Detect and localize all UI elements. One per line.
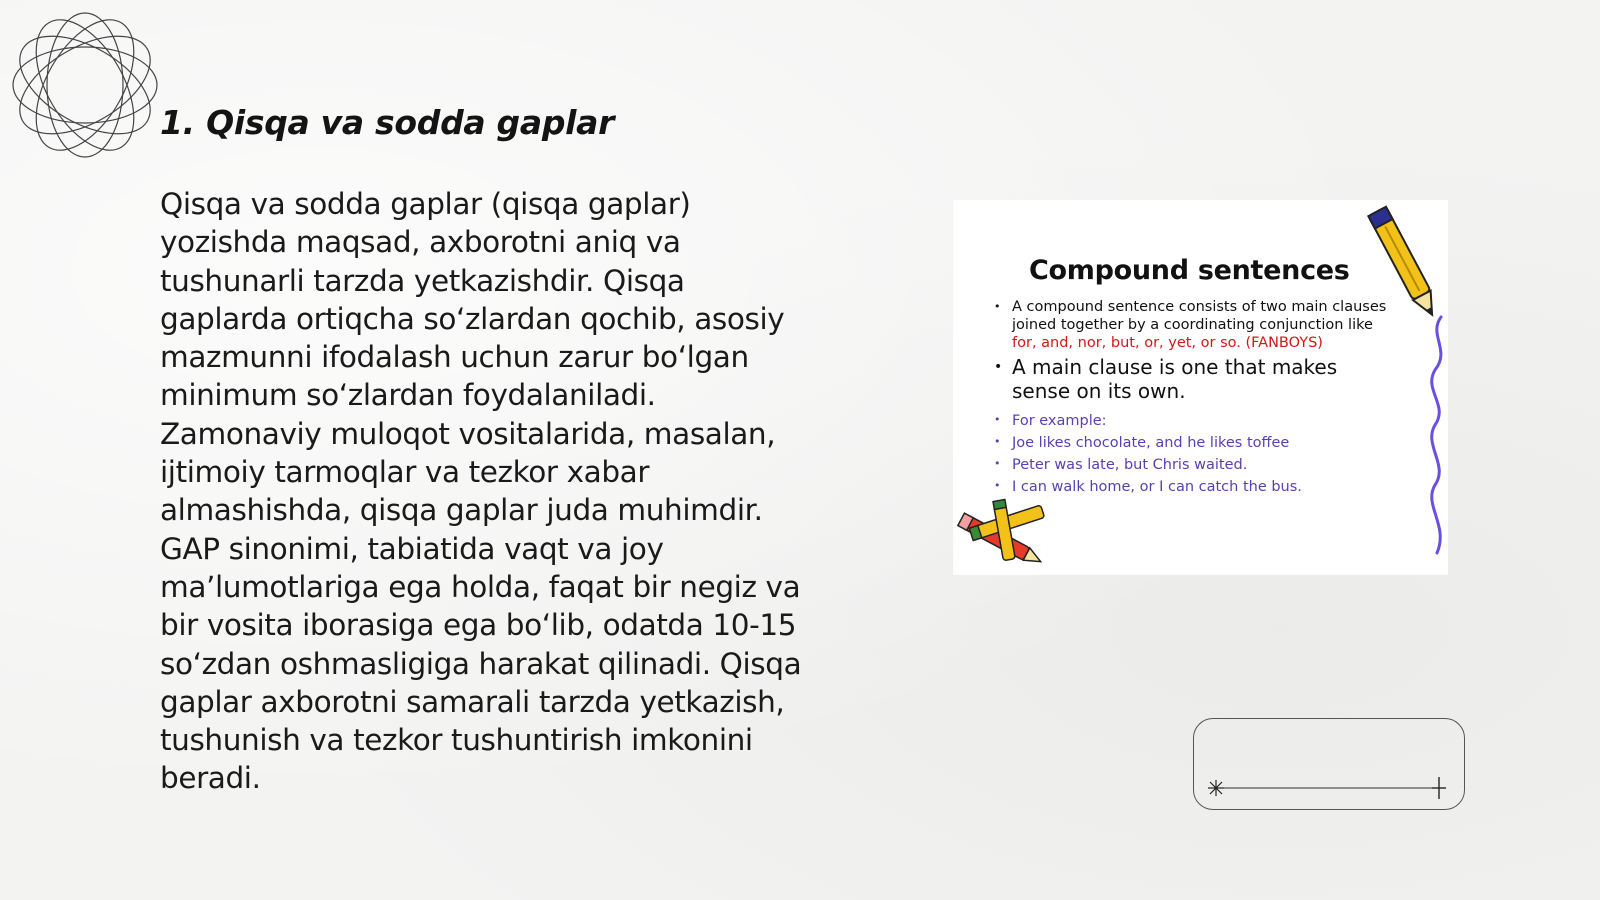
body-line: yozishda maqsad, axborotni aniq va xyxy=(160,225,681,260)
example-text: Peter was late, but Chris waited. xyxy=(1012,457,1248,473)
body-line: GAP sinonimi, tabiatida vaqt va joy xyxy=(160,531,664,566)
body-paragraph xyxy=(160,185,840,798)
example-text: I can walk home, or I can catch the bus. xyxy=(1012,479,1302,495)
card-example-item: • I can walk home, or I can catch the bus. xyxy=(994,479,1302,495)
decorative-frame xyxy=(1193,718,1465,810)
slide-title: 1. Qisqa va sodda gaplar xyxy=(160,103,615,142)
body-line: gaplarda ortiqcha so‘zlardan qochib, asosiy xyxy=(160,301,785,336)
body-line: tushunarli tarzda yetkazishdir. Qisqa xyxy=(160,263,685,298)
yellow-pen-icon xyxy=(1363,200,1443,325)
body-line: almashishda, qisqa gaplar juda muhimdir. xyxy=(160,493,763,528)
body-line: mazmunni ifodalash uchun zarur bo‘lgan xyxy=(160,340,749,375)
card-bullet-main-clause: • A main clause is one that makes sense on its own. xyxy=(994,355,1338,403)
compound-sentences-image xyxy=(953,200,1448,575)
body-line: Zamonaviy muloqot vositalarida, masalan, xyxy=(160,416,776,451)
body-line: beradi. xyxy=(160,761,261,796)
fanboys-line: for, and, nor, but, or, yet, or so. (FANBOYS) xyxy=(1012,335,1323,351)
example-label-text: For example: xyxy=(1012,413,1107,429)
crossed-pencils-icon xyxy=(950,495,1055,575)
body-line: bir vosita iborasiga ega bo‘lib, odatda 10-15 xyxy=(160,608,797,643)
card-example-label: • For example: xyxy=(994,413,1107,429)
main-clause-line: A main clause is one that makes xyxy=(1012,355,1338,379)
body-line: Qisqa va sodda gaplar (qisqa gaplar) xyxy=(160,187,691,221)
decorative-circles-icon xyxy=(10,10,160,160)
body-line: minimum so‘zlardan foydalaniladi. xyxy=(160,378,656,413)
sparkle-line-icon xyxy=(1194,719,1464,809)
body-line: ma’lumotlariga ega holda, faqat bir negiz va xyxy=(160,569,801,604)
example-text: Joe likes chocolate, and he likes toffee xyxy=(1012,435,1290,451)
card-title: Compound sentences xyxy=(1029,255,1350,286)
body-line: tushunish va tezkor tushuntirish imkonini xyxy=(160,723,753,758)
card-example-item: • Peter was late, but Chris waited. xyxy=(994,457,1248,473)
main-clause-line: sense on its own. xyxy=(1012,379,1186,403)
body-line: ijtimoiy tarmoqlar va tezkor xabar xyxy=(160,455,650,490)
body-line: gaplar axborotni samarali tarzda yetkazish, xyxy=(160,684,785,719)
squiggle-line-icon xyxy=(1423,315,1453,555)
card-bullet-definition: • A compound sentence consists of two main clauses joined together by a coordinating conjunction like for, and, nor, but, or, yet, or so. (FANBOYS) xyxy=(994,299,1387,351)
body-line: so‘zdan oshmasligiga harakat qilinadi. Qisqa xyxy=(160,646,802,681)
definition-line: joined together by a coordinating conjunction like xyxy=(1012,317,1373,333)
card-example-item: • Joe likes chocolate, and he likes toffee xyxy=(994,435,1290,451)
definition-line: A compound sentence consists of two main clauses xyxy=(1012,299,1387,315)
